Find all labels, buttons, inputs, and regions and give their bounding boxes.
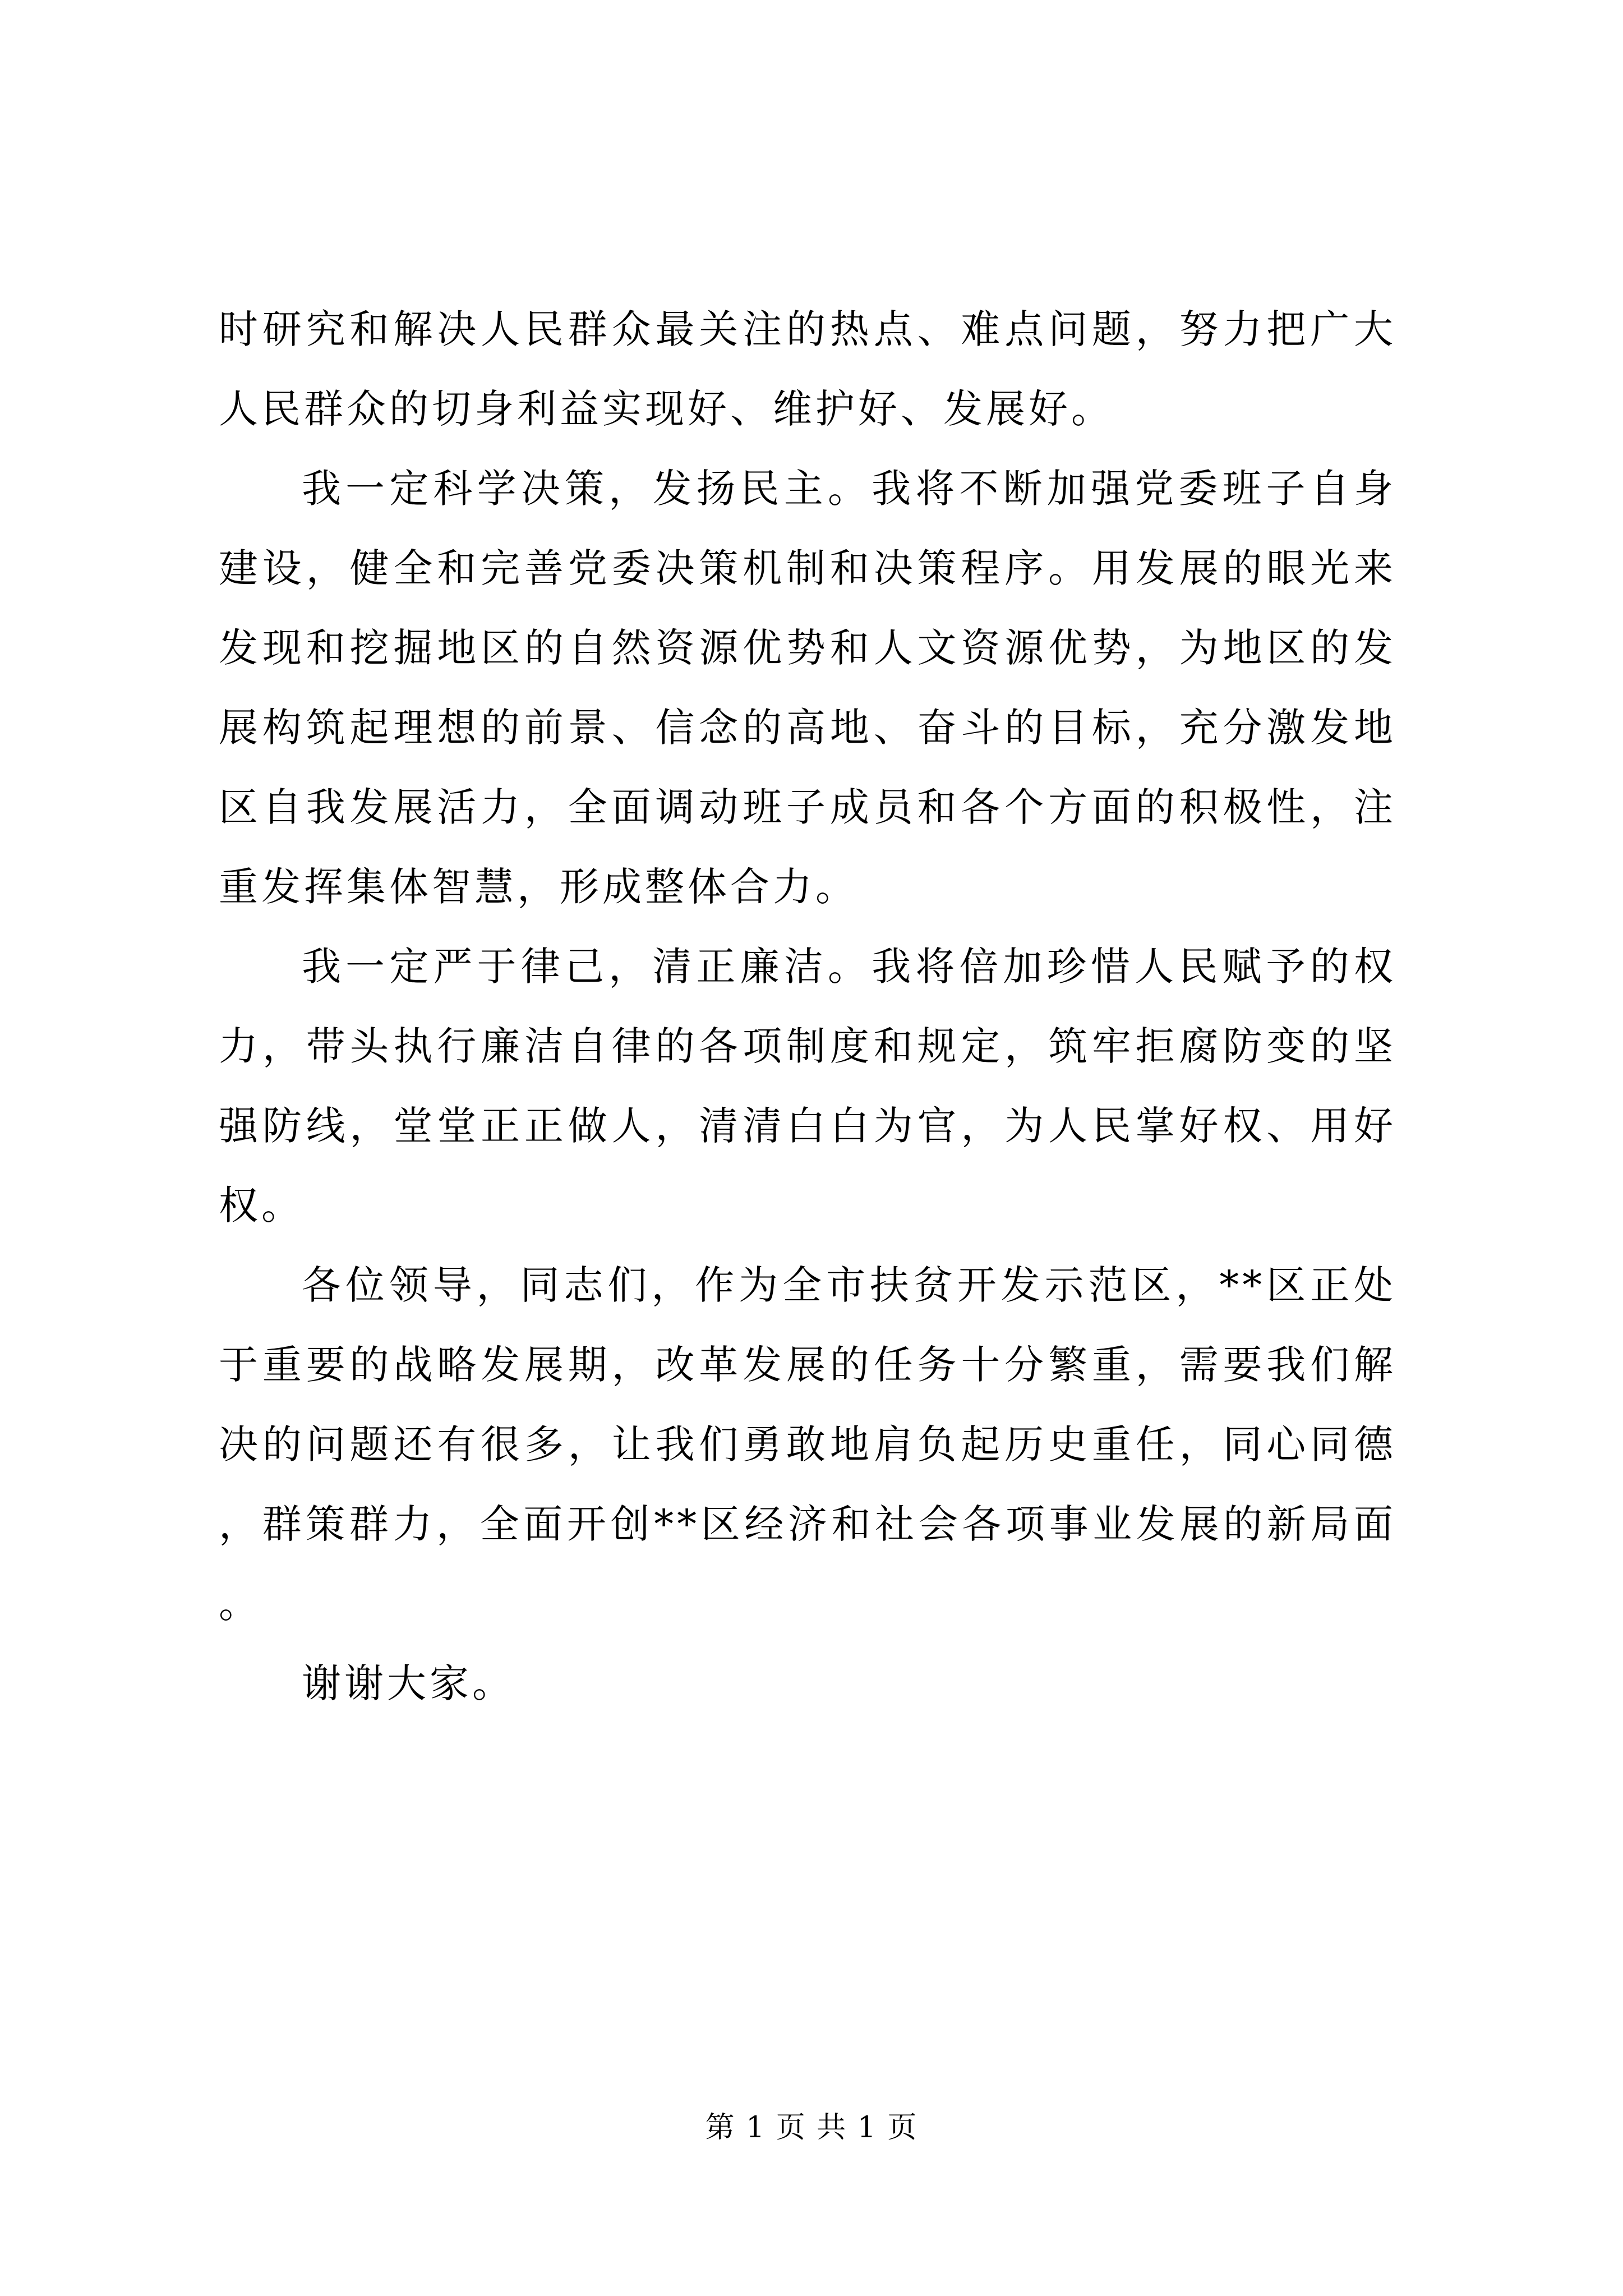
paragraph-integrity: 我一定严于律己，清正廉洁。我将倍加珍惜人民赋予的权力，带头执行廉洁自律的各项制度和规定，筑牢拒腐防变的坚强防线，堂堂正正做人，清清白白为官，为人民掌好权、用好权。 [219, 944, 1396, 1228]
paragraph-thanks: 谢谢大家。 [302, 1660, 515, 1706]
paragraph-closing-appeal: 各位领导，同志们，作为全市扶贫开发示范区，**区正处于重要的战略发展期，改革发展的任务十分繁重，需要我们解决的问题还有很多，让我们勇敢地肩负起历史重任，同心同德，群策群力，全面开创**区经济和社会各项事业发展的新局面。 [219, 1262, 1396, 1627]
page-number-footer: 第 1 页 共 1 页 [705, 2111, 918, 2145]
paragraph-continuation: 时研究和解决人民群众最关注的热点、难点问题，努力把广大人民群众的切身利益实现好、维护好、发展好。 [219, 306, 1396, 432]
document-body [219, 289, 1396, 1723]
paragraph-decision-making: 我一定科学决策，发扬民主。我将不断加强党委班子自身建设，健全和完善党委决策机制和决策程序。用发展的眼光来发现和挖掘地区的自然资源优势和人文资源优势，为地区的发展构筑起理想的前景、信念的高地、奋斗的目标，充分激发地区自我发展活力，全面调动班子成员和各个方面的积极性，注重发挥集体智慧，形成整体合力。 [219, 466, 1396, 910]
